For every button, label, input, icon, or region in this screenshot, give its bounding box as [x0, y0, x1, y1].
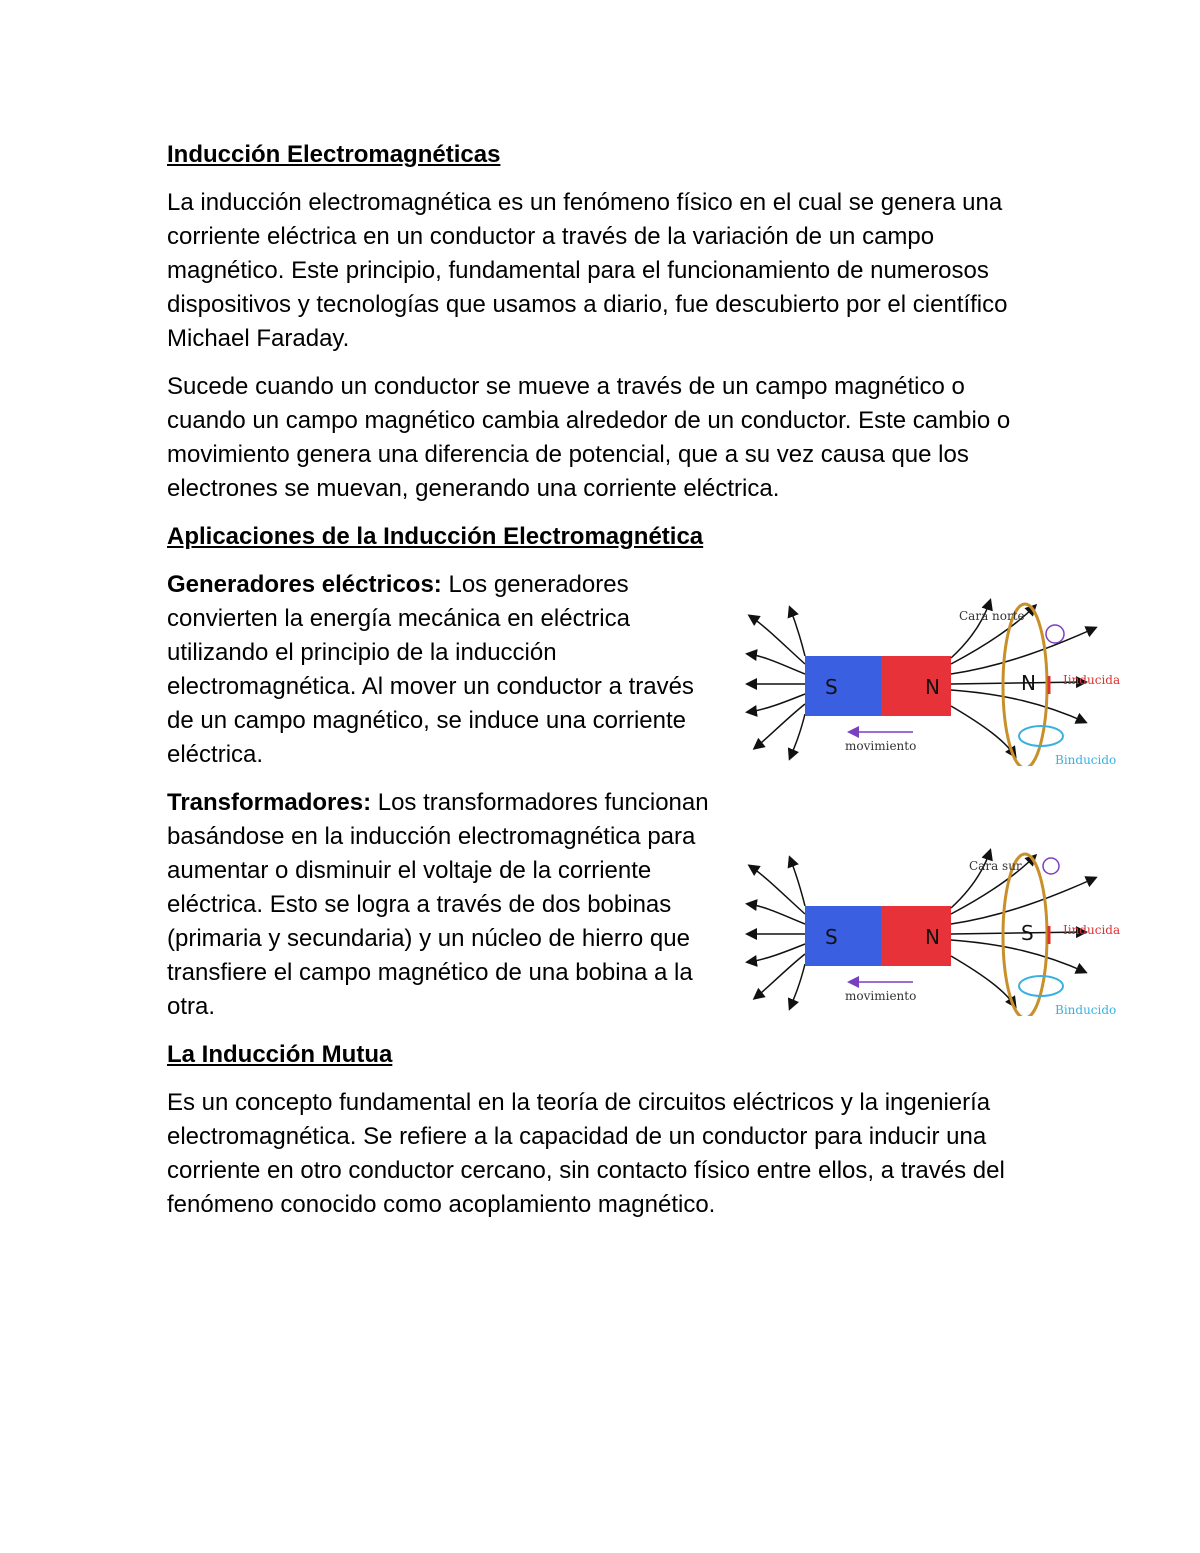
magnet-south-block	[805, 656, 881, 716]
transformers-text: Los transformadores funcionan basándose en la inducción electromagnética para aumentar o disminuir el voltaje de la corriente eléctrica. Esto se logra a través de dos bobinas (primaria y secundaria) y un núcleo de hierro que transfiere el campo magnético de una bobina a la otra.	[167, 789, 709, 1020]
magnet-north-block	[881, 656, 951, 716]
face-label: Cara sur	[969, 859, 1022, 873]
induced-field-label: Binducido	[1055, 753, 1117, 766]
small-loop-icon	[1043, 858, 1059, 874]
small-loop-icon	[1046, 625, 1064, 643]
pole-n-label: N	[925, 925, 940, 949]
induced-current-label: Iinducida	[1063, 673, 1121, 687]
section-heading-aplicaciones: Aplicaciones de la Inducción Electromagnética	[167, 523, 704, 550]
magnet-south-block	[805, 906, 881, 966]
motion-label: movimiento	[845, 739, 917, 753]
pole-s-label: S	[825, 925, 838, 949]
motion-label: movimiento	[845, 989, 917, 1003]
transformers-row	[167, 786, 1121, 1024]
figure-2-svg	[745, 836, 1145, 1016]
paragraph-transformers	[167, 786, 712, 1024]
generators-text: Los generadores convierten la energía mecánica en eléctrica utilizando el principio de la inducción electromagnética. Al mover un conductor a través de un campo magnético, se induce una corriente eléctrica.	[167, 571, 694, 768]
figure-magnet-north-face	[745, 586, 1145, 766]
pole-s-label: S	[825, 675, 838, 699]
generators-row	[167, 568, 1121, 772]
section-heading-induccion: Inducción Electromagnéticas	[167, 141, 501, 168]
paragraph-how-it-happens: Sucede cuando un conductor se mueve a través de un campo magnético o cuando un campo magnético cambia alrededor de un conductor. Este cambio o movimiento genera una diferencia de potencial, que a su vez causa que los electrones se muevan, generando una corriente eléctrica.	[167, 373, 1011, 502]
magnet-north-block	[881, 906, 951, 966]
induced-current-label: Iinducida	[1063, 923, 1121, 937]
pole-n-label: N	[925, 675, 940, 699]
coil-pole-label: N	[1021, 671, 1036, 695]
field-lines-left	[748, 608, 805, 758]
paragraph-mutual-induction: Es un concepto fundamental en la teoría de circuitos eléctricos y la ingeniería electromagnética. Se refiere a la capacidad de un conductor para inducir una corriente en otro conductor cercano, sin contacto físico entre ellos, a través del fenómeno conocido como acoplamiento magnético.	[167, 1089, 1005, 1218]
induced-field-label: Binducido	[1055, 1003, 1117, 1016]
document-page	[167, 138, 1121, 1236]
field-lines-left	[748, 858, 805, 1008]
paragraph-definition: La inducción electromagnética es un fenómeno físico en el cual se genera una corriente eléctrica en un conductor a través de la variación de un campo magnético. Este principio, fundamental para el funcionamiento de numerosos dispositivos y tecnologías que usamos a diario, fue descubierto por el científico Michael Faraday.	[167, 189, 1008, 352]
paragraph-generators	[167, 568, 712, 772]
coil-pole-label: S	[1021, 921, 1034, 945]
figure-magnet-south-face	[745, 836, 1145, 1016]
transformers-term: Transformadores:	[167, 789, 372, 816]
figure-1-svg	[745, 586, 1145, 766]
generators-term: Generadores eléctricos:	[167, 571, 442, 598]
face-label: Cara norte	[959, 609, 1025, 623]
section-heading-induccion-mutua: La Inducción Mutua	[167, 1041, 393, 1068]
